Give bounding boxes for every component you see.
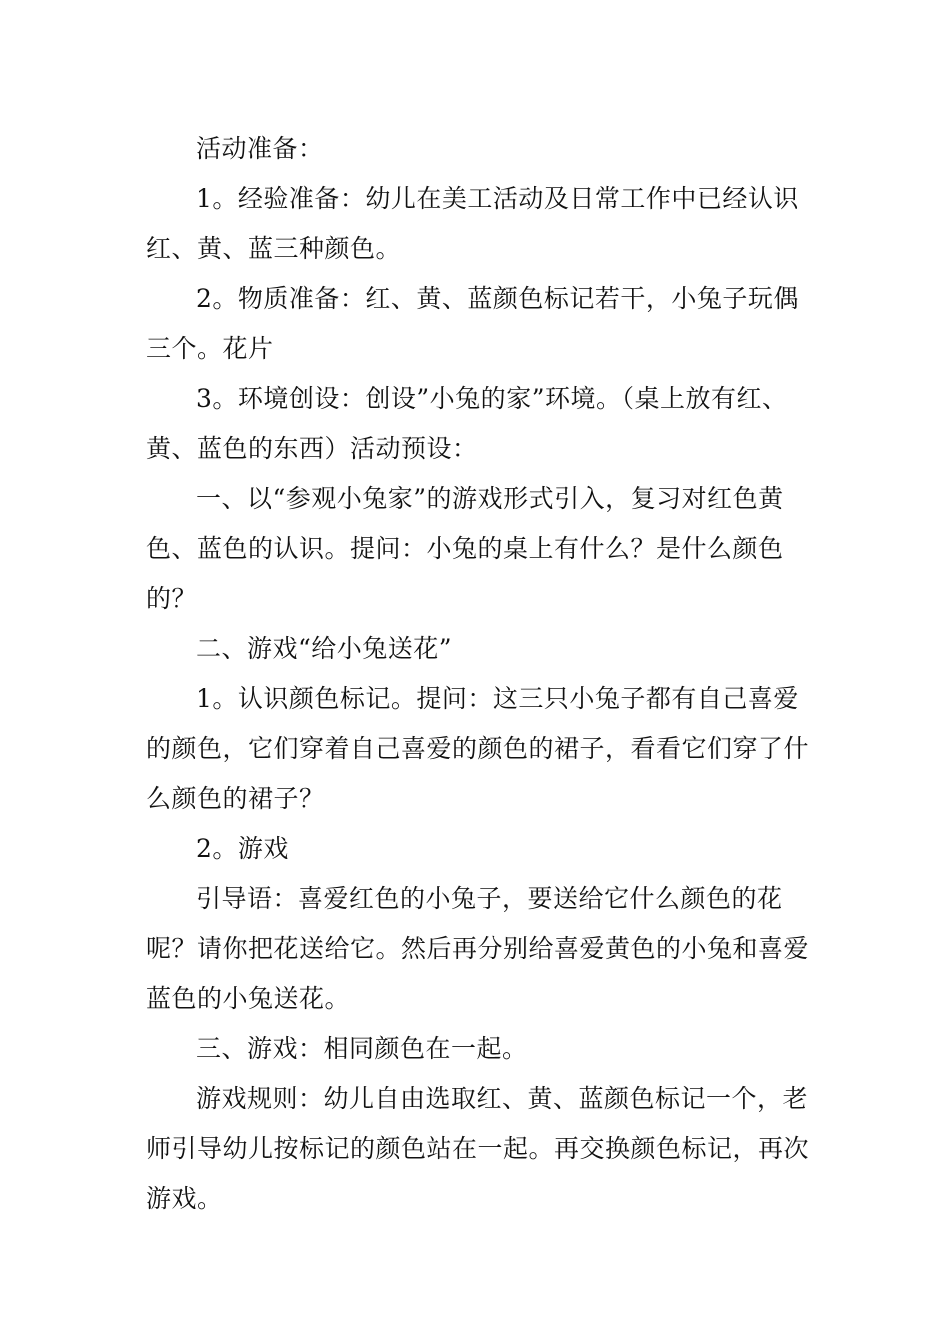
paragraph-experience-prep: 1。经验准备：幼儿在美工活动及日常工作中已经认识红、黄、蓝三种颜色。 [146, 184, 799, 263]
paragraph-game-rules: 游戏规则：幼儿自由选取红、黄、蓝颜色标记一个，老师引导幼儿按标记的颜色站在一起。再交换颜色标记，再次游戏。 [146, 1084, 810, 1213]
paragraph-material-prep: 2。物质准备：红、黄、蓝颜色标记若干，小兔子玩偶三个。花片 [146, 284, 799, 363]
section-heading-preparation: 活动准备： [196, 134, 324, 163]
paragraph-color-marks: 1。认识颜色标记。提问：这三只小兔子都有自己喜爱的颜色，它们穿着自己喜爱的颜色的裙子，看看它们穿了什么颜色的裙子？ [146, 684, 810, 813]
paragraph-step-one: 一、以“参观小兔家”的游戏形式引入，复习对红色黄色、蓝色的认识。提问：小兔的桌上有什么？是什么颜色的？ [146, 484, 784, 613]
paragraph-environment-prep: 3。环境创设：创设”小兔的家”环境。（桌上放有红、黄、蓝色的东西）活动预设： [146, 384, 788, 463]
document-body [146, 124, 810, 1224]
section-heading-game-flowers: 二、游戏“给小兔送花” [196, 634, 453, 663]
section-heading-game: 2。游戏 [196, 834, 289, 863]
paragraph-guidance: 引导语：喜爱红色的小兔子，要送给它什么颜色的花呢？请你把花送给它。然后再分别给喜爱黄色的小兔和喜爱蓝色的小兔送花。 [146, 884, 810, 1013]
section-heading-same-color: 三、游戏：相同颜色在一起。 [196, 1034, 528, 1063]
